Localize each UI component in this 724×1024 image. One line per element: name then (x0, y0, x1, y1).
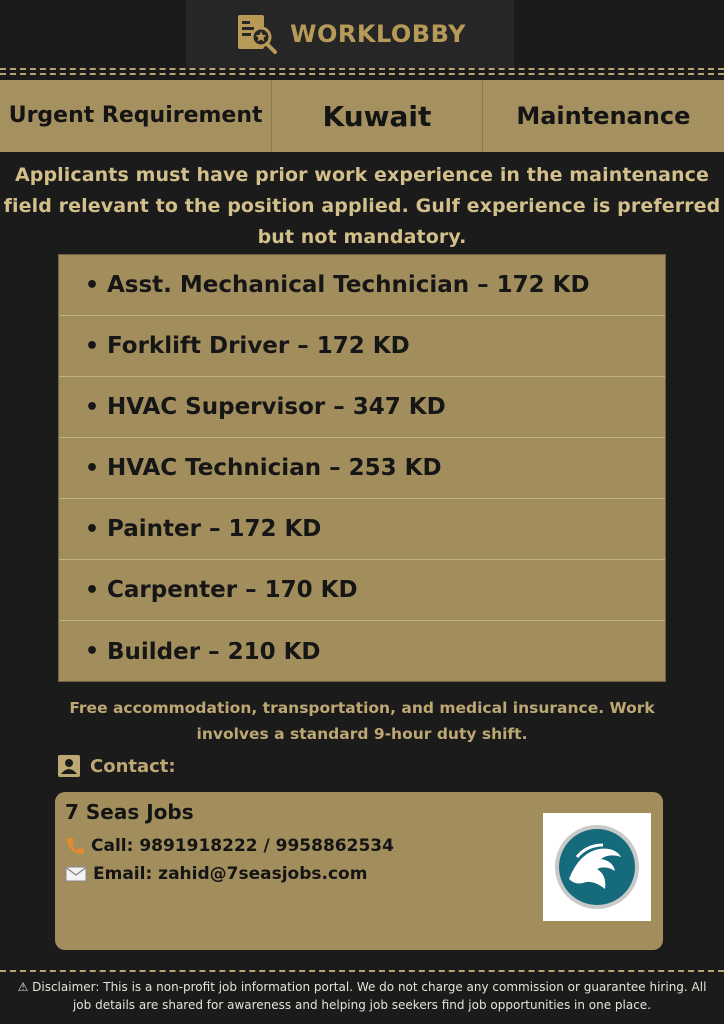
list-item: • HVAC Supervisor – 347 KD (59, 377, 665, 438)
list-item: • HVAC Technician – 253 KD (59, 438, 665, 499)
contact-card-icon (58, 755, 80, 777)
requirements-text: Applicants must have prior work experience in the maintenance field relevant to the position applied. Gulf experience is preferred but not mandatory. (3, 164, 721, 248)
header-category: Maintenance (516, 102, 691, 130)
job-title: Carpenter – 170 KD (107, 577, 358, 603)
contact-heading (58, 755, 176, 777)
phone-icon (65, 837, 85, 855)
job-title: Forklift Driver – 172 KD (107, 333, 410, 359)
job-title: HVAC Technician – 253 KD (107, 455, 442, 481)
disclaimer (0, 978, 724, 1014)
phone-line[interactable] (65, 836, 394, 856)
wave-logo-icon (553, 823, 641, 911)
divider-top (0, 68, 724, 70)
list-item: • Carpenter – 170 KD (59, 560, 665, 621)
job-document-search-icon (234, 12, 280, 56)
contact-label: Contact: (90, 755, 176, 777)
contact-card (55, 792, 663, 950)
divider-bottom (0, 970, 724, 972)
envelope-icon (65, 866, 87, 882)
job-title: Asst. Mechanical Technician – 172 KD (107, 272, 590, 298)
email-line[interactable] (65, 864, 367, 884)
brand-name: WORKLOBBY (290, 20, 466, 48)
company-name: 7 Seas Jobs (65, 800, 194, 824)
list-item: • Painter – 172 KD (59, 499, 665, 560)
disclaimer-line-1: ⚠ Disclaimer: This is a non-profit job information portal. We do not charge any commission or guarantee hiring. All (17, 980, 707, 994)
job-title: Painter – 172 KD (107, 516, 322, 542)
job-title: Builder – 210 KD (107, 638, 321, 665)
jobs-list (58, 254, 666, 682)
list-item: • Builder – 210 KD (85, 638, 321, 665)
header-band (0, 80, 724, 152)
list-item: • Asst. Mechanical Technician – 172 KD (59, 255, 665, 316)
header-urgent-requirement: Urgent Requirement (0, 80, 272, 152)
divider-top-2 (0, 73, 724, 75)
brand-logo (186, 0, 514, 68)
disclaimer-line-2: job details are shared for awareness and helping job seekers find job opportunities in one place. (72, 998, 652, 1012)
benefits-text: Free accommodation, transportation, and medical insurance. Work involves a standard 9-hour duty shift. (69, 699, 655, 743)
phone-numbers: Call: 9891918222 / 9958862534 (91, 836, 394, 856)
email-address: Email: zahid@7seasjobs.com (93, 864, 368, 884)
job-title: HVAC Supervisor – 347 KD (107, 394, 446, 420)
company-logo (543, 813, 651, 921)
list-item: • Forklift Driver – 172 KD (59, 316, 665, 377)
header-location: Kuwait (272, 80, 482, 152)
